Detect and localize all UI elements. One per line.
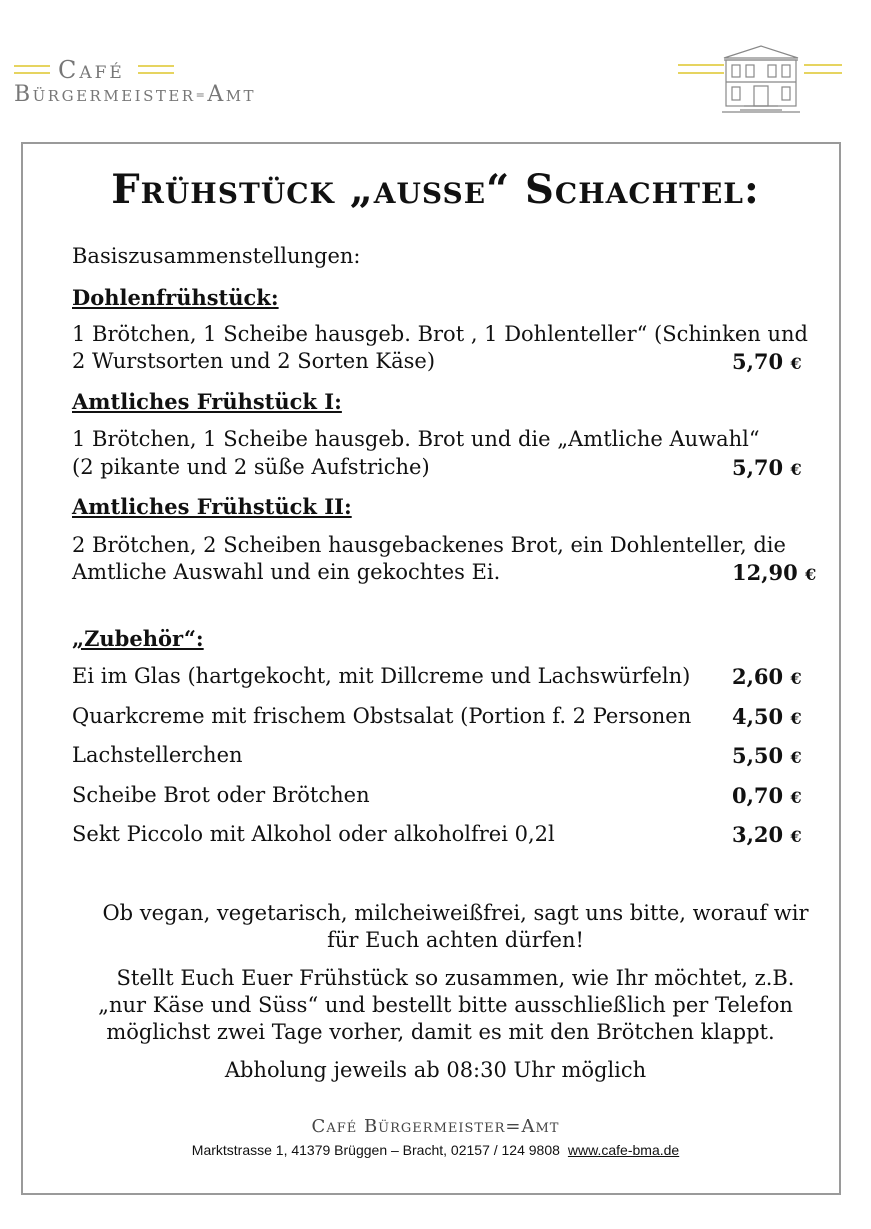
extra-item: Sekt Piccolo mit Alkohol oder alkoholfrei 0,2l xyxy=(72,822,555,846)
item-title-dohlen: Dohlenfrühstück: xyxy=(72,285,279,310)
intro-text: Basiszusammenstellungen: xyxy=(72,244,361,268)
item-title-amtlich-2: Amtliches Frühstück II: xyxy=(72,494,352,519)
page-title: Frühstück „ausse“ Schachtel: xyxy=(111,166,760,213)
extra-item: Lachstellerchen xyxy=(72,743,243,767)
building-logo xyxy=(678,42,842,114)
item-desc-line: 1 Brötchen, 1 Scheibe hausgeb. Brot , 1 Dohlenteller“ (Schinken und xyxy=(72,322,809,346)
note-pickup: Abholung jeweils ab 08:30 Uhr möglich xyxy=(224,1058,647,1082)
extra-price: 4,50 € xyxy=(732,704,802,729)
logo-bars-left xyxy=(14,65,50,74)
item-desc-line: 2 Brötchen, 2 Scheiben hausgebackenes Brot, ein Dohlenteller, die xyxy=(72,533,786,557)
note-vegan-line: für Euch achten dürfen! xyxy=(327,928,584,952)
item-title-amtlich-1: Amtliches Frühstück I: xyxy=(72,389,342,414)
logo-cafe-text: Café xyxy=(58,56,125,84)
building-bars-right xyxy=(804,64,842,74)
extra-price: 3,20 € xyxy=(732,822,802,847)
note-order-line: „nur Käse und Süss“ und bestellt bitte ausschließlich per Telefon xyxy=(98,993,793,1017)
extra-item: Ei im Glas (hartgekocht, mit Dillcreme und Lachswürfeln) xyxy=(72,664,691,688)
cafe-logo xyxy=(14,56,344,110)
item-desc-line: (2 pikante und 2 süße Aufstriche) xyxy=(72,455,430,479)
logo-name-text: Bürgermeister=Amt xyxy=(14,82,257,107)
note-order-line: möglichst zwei Tage vorher, damit es mit den Brötchen klappt. xyxy=(106,1020,775,1044)
extra-item: Scheibe Brot oder Brötchen xyxy=(72,783,370,807)
extra-item: Quarkcreme mit frischem Obstsalat (Portion f. 2 Personen xyxy=(72,704,692,728)
item-desc-line: 1 Brötchen, 1 Scheibe hausgeb. Brot und die „Amtliche Auwahl“ xyxy=(72,427,760,451)
extra-price: 0,70 € xyxy=(732,783,802,808)
footer-cafe-name: Café Bürgermeister=Amt xyxy=(311,1116,560,1137)
town-hall-icon xyxy=(716,42,806,114)
footer-address-text: Marktstrasse 1, 41379 Brüggen – Bracht, 02157 / 124 9808 xyxy=(191,1142,560,1158)
item-price: 5,70 € xyxy=(732,349,802,374)
note-order-line: Stellt Euch Euer Frühstück so zusammen, wie Ihr möchtet, z.B. xyxy=(116,966,795,990)
website-link[interactable]: www.cafe-bma.de xyxy=(567,1142,680,1158)
logo-bars-right xyxy=(138,65,174,74)
item-price: 5,70 € xyxy=(732,455,802,480)
item-desc-line: Amtliche Auswahl und ein gekochtes Ei. xyxy=(72,560,501,584)
extra-price: 2,60 € xyxy=(732,664,802,689)
footer-address xyxy=(0,1142,871,1158)
note-vegan-line: Ob vegan, vegetarisch, milcheiweißfrei, sagt uns bitte, worauf wir xyxy=(102,901,809,925)
extras-title: „Zubehör“: xyxy=(72,626,204,651)
extra-price: 5,50 € xyxy=(732,743,802,768)
item-price: 12,90 € xyxy=(732,560,817,585)
item-desc-line: 2 Wurstsorten und 2 Sorten Käse) xyxy=(72,349,436,373)
